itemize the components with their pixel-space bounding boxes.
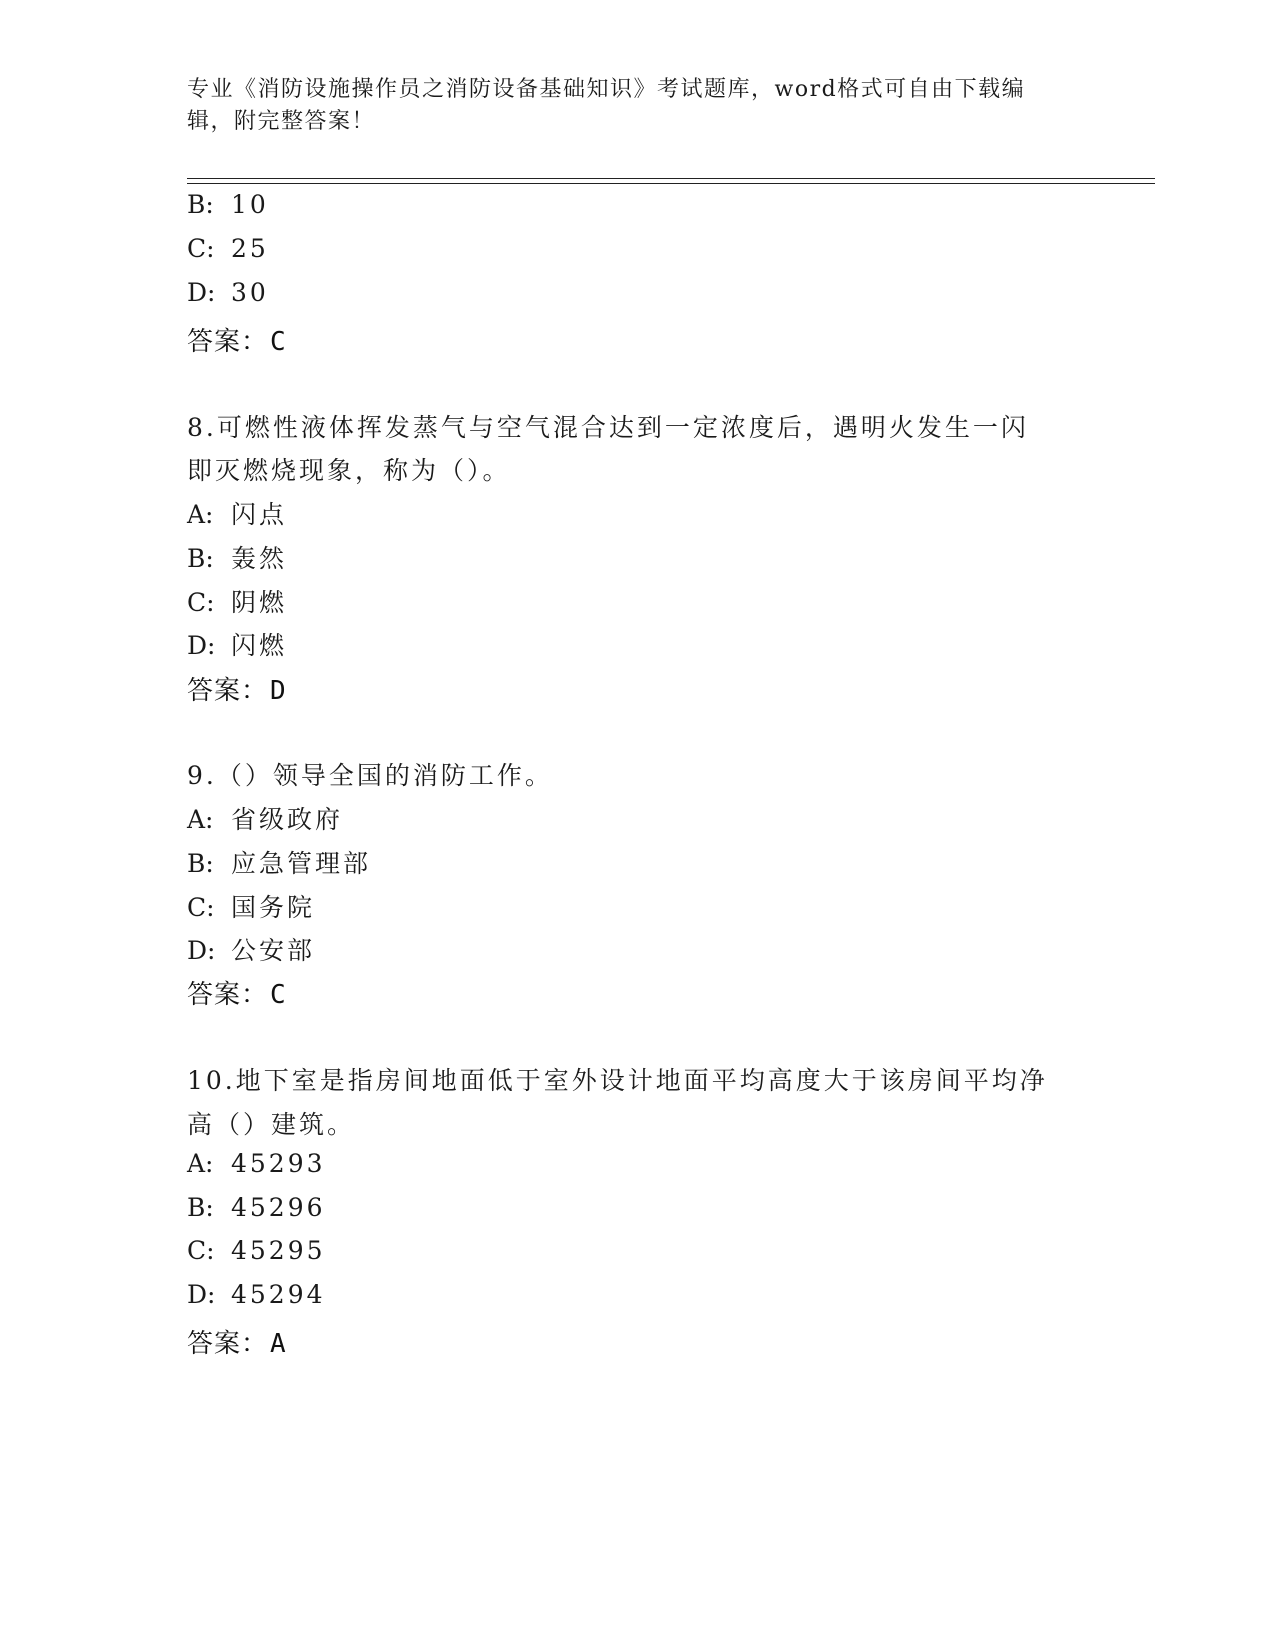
option-text: 国务院 [231,893,316,922]
question-8-stem-line-1: 8.可燃性液体挥发蒸气与空气混合达到一定浓度后，遇明火发生一闪 [187,413,1029,442]
option-label: A: [187,1149,214,1178]
option-text: 45293 [231,1149,326,1178]
option-text: 45296 [231,1193,326,1222]
option-text: 10 [231,190,269,219]
option-text: 45295 [231,1236,326,1265]
option-text: 30 [231,278,269,307]
answer-line [187,974,287,1011]
option-d [187,1280,326,1309]
option-label: B: [187,1193,214,1222]
option-c [187,888,315,924]
option-d [187,626,287,662]
option-label: D: [187,278,216,307]
header-line-1: 专业《消防设施操作员之消防设备基础知识》考试题库，word格式可自由下载编 [187,77,1026,102]
option-text: 45294 [231,1280,326,1309]
option-label: C: [187,1236,215,1265]
option-b [187,539,287,575]
header-line-2: 辑，附完整答案！ [187,109,376,134]
option-b [187,1193,326,1222]
option-c [187,234,269,263]
option-label: C: [187,893,215,922]
answer-label: 答案： [187,980,269,1010]
option-a [187,800,343,836]
option-text: 闪燃 [231,631,288,660]
answer-line [187,670,287,707]
option-b [187,190,269,219]
answer-label: 答案： [187,1329,269,1359]
question-10-stem-line-1: 10.地下室是指房间地面低于室外设计地面平均高度大于该房间平均净 [187,1066,1048,1095]
answer-line [187,321,287,358]
option-d [187,278,269,307]
header-divider-top [187,178,1155,179]
answer-value: C [270,980,287,1010]
option-a [187,495,287,531]
answer-line [187,1323,287,1360]
option-c [187,583,287,619]
option-label: D: [187,936,216,965]
option-label: B: [187,190,214,219]
option-label: A: [187,805,214,834]
option-b [187,844,371,880]
option-a [187,1149,326,1178]
option-text: 25 [231,234,269,263]
option-text: 公安部 [231,936,316,965]
answer-value: C [270,327,287,357]
answer-value: A [270,1329,287,1359]
question-10-stem-line-2: 高（）建筑。 [187,1110,356,1139]
option-label: D: [187,1280,216,1309]
option-label: B: [187,849,214,878]
answer-label: 答案： [187,676,269,706]
option-text: 应急管理部 [231,849,372,878]
option-label: B: [187,544,214,573]
option-text: 省级政府 [231,805,344,834]
document-header [187,74,1067,138]
header-divider-bottom [187,183,1155,184]
option-c [187,1236,326,1265]
option-label: A: [187,500,214,529]
option-text: 闪点 [231,500,288,529]
option-text: 轰然 [231,544,288,573]
option-d [187,931,315,967]
answer-value: D [270,676,287,706]
option-label: C: [187,588,215,617]
option-text: 阴燃 [231,588,288,617]
answer-label: 答案： [187,327,269,357]
option-label: D: [187,631,216,660]
question-8-stem-line-2: 即灭燃烧现象，称为（）。 [187,456,511,485]
option-label: C: [187,234,215,263]
question-9-stem: 9.（）领导全国的消防工作。 [187,761,553,790]
